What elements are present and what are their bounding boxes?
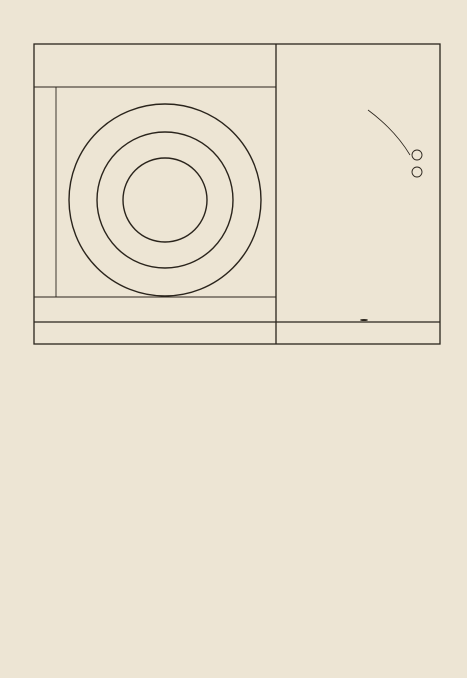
wind-line [40, 329, 63, 342]
target-ring-outer [69, 104, 261, 296]
side-note-marker-2 [412, 167, 422, 177]
side-note-arrow [368, 110, 410, 155]
side-note-marker-1 [412, 150, 422, 160]
target-bullseye [123, 158, 207, 242]
card-frame [34, 44, 440, 344]
total-score-value [360, 319, 368, 321]
target-ring-middle [97, 132, 233, 268]
